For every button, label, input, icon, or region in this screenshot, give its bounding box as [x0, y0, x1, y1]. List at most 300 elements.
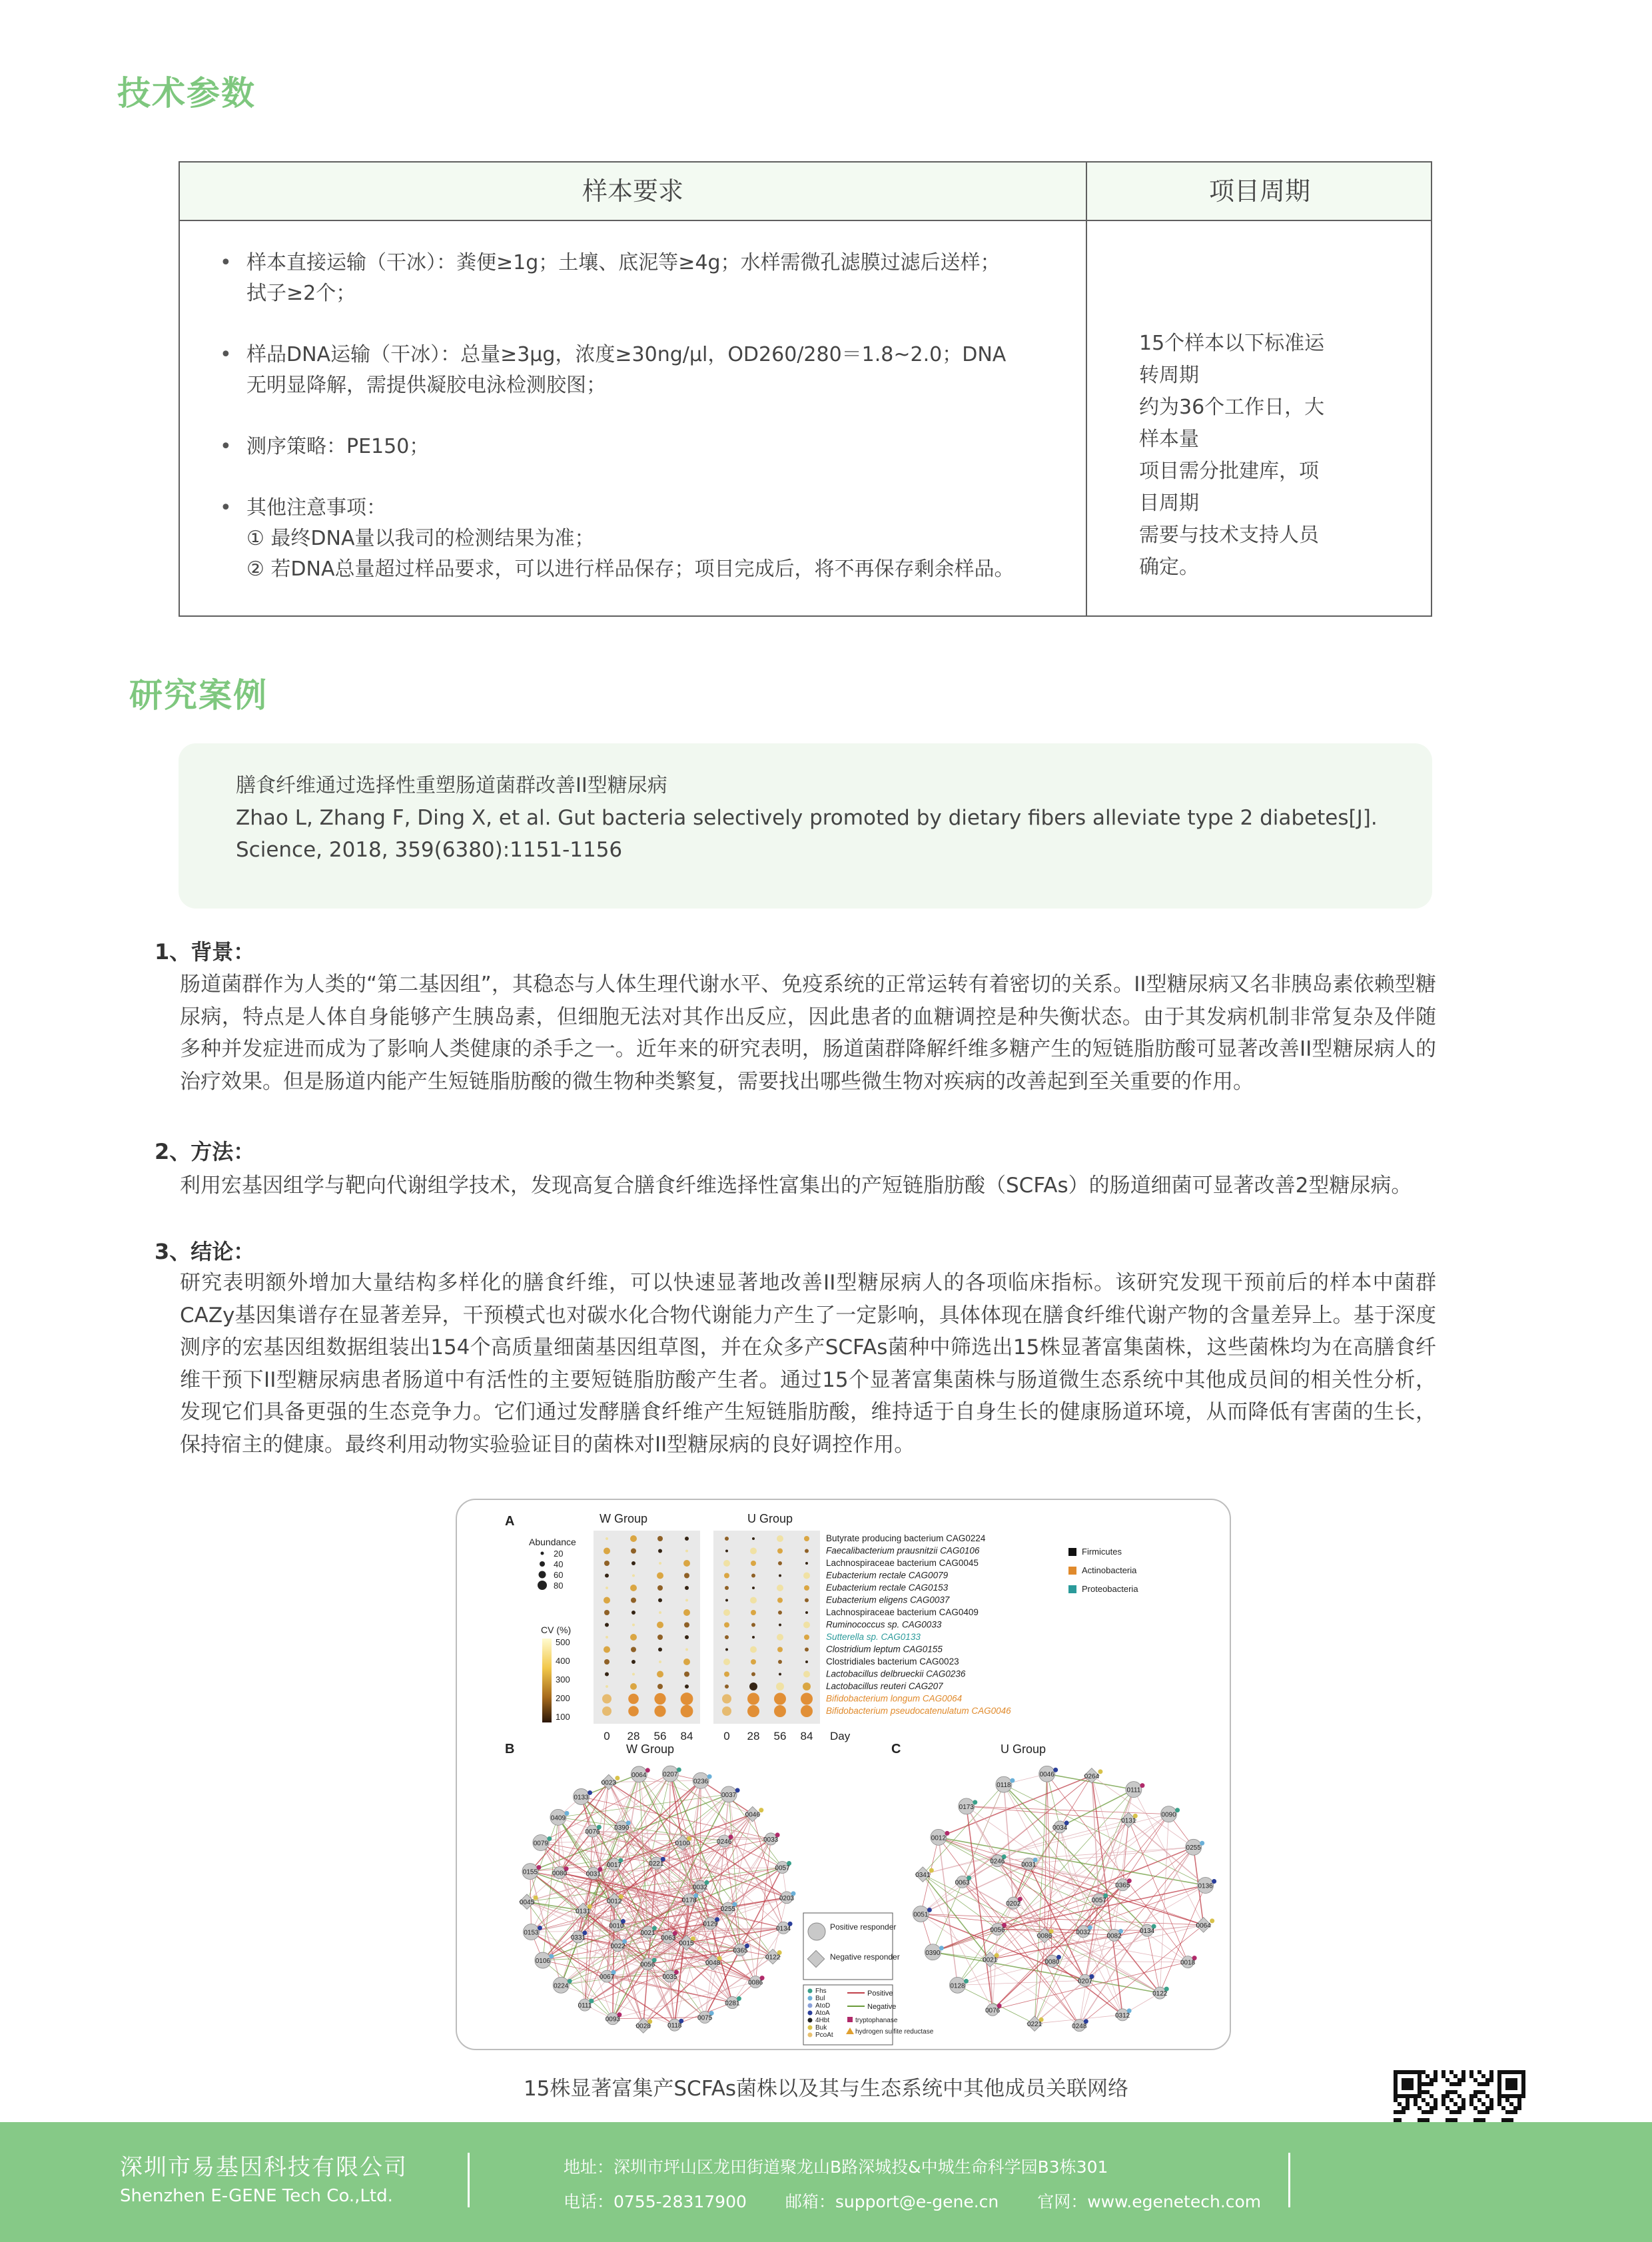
- cv-legend-value: 100: [556, 1712, 570, 1722]
- gene-legend-label: 4Hbt: [815, 2017, 830, 2024]
- qr-module: [1509, 2102, 1513, 2106]
- qr-module: [1430, 2094, 1434, 2098]
- network-edge: [1114, 1935, 1160, 1993]
- day-tick-label: 56: [773, 1730, 787, 1742]
- qr-module: [1434, 2098, 1438, 2102]
- qr-finder-core: [1505, 2078, 1517, 2090]
- qr-module: [1430, 2110, 1434, 2114]
- bubble: [685, 1586, 689, 1590]
- network-node-label: 0031: [586, 1870, 601, 1878]
- qr-module: [1489, 2098, 1493, 2102]
- qr-module: [1434, 2070, 1438, 2074]
- network-node-label: 0056: [640, 1961, 655, 1969]
- network-node-label: 0032: [692, 1884, 708, 1892]
- bubble: [779, 1673, 781, 1676]
- bubble: [778, 1660, 782, 1664]
- citation-box: [179, 743, 1432, 909]
- strain-label: Sutterella sp. CAG0133: [826, 1632, 921, 1642]
- bubble: [605, 1673, 609, 1677]
- qr-module: [1402, 2106, 1406, 2110]
- abundance-legend-value: 60: [554, 1570, 564, 1580]
- bubble: [724, 1672, 729, 1677]
- network-node-label: 0255: [720, 1906, 736, 1914]
- website-link[interactable]: 官网：www.egenetech.com: [1037, 2192, 1262, 2211]
- background-text: 肠道菌群作为人类的“第二基因组”，其稳态与人体生理代谢水平、免疫系统的正常运转有着密切的关系。II型糖尿病又名非胰岛素依赖型糖尿病，特点是人体自身能够产生胰岛素，但细胞无法对其作出反应，因此患者的血糖调控是种失衡状态。由于其发病机制非常复杂及伴随多种并发症进而成为了影响人类健康的杀手之一。近年来的研究表明，肠道菌群降解纤维多糖产生的短链脂肪酸可显著改善II型糖尿病人的治疗效果。但是肠道内能产生短链脂肪酸的微生物种类繁复，需要找出哪些微生物对疾病的改善起到至关重要的作用。: [180, 972, 1436, 1094]
- bubble: [774, 1693, 786, 1705]
- bubble: [659, 1661, 661, 1663]
- qr-module: [1449, 2070, 1453, 2074]
- qr-module: [1430, 2078, 1434, 2082]
- network-node-label: 0118: [997, 1782, 1011, 1790]
- bubble: [801, 1693, 813, 1705]
- abundance-legend-dot: [538, 1581, 547, 1590]
- bubble: [683, 1609, 690, 1616]
- network-node-label: 0064: [631, 1771, 647, 1779]
- qr-module: [1481, 2082, 1485, 2086]
- bubble: [606, 1587, 608, 1589]
- network-node-label: 0312: [1115, 2012, 1130, 2020]
- qr-module: [1449, 2090, 1453, 2094]
- bubble: [683, 1659, 690, 1665]
- contact-line: [564, 2189, 1294, 2213]
- network-edge: [997, 1861, 1203, 1925]
- network-edge: [724, 1841, 782, 1867]
- network-node-label: 0221: [1027, 2021, 1042, 2029]
- network-node-label: 0133: [574, 1794, 589, 1802]
- network-node-label: 0118: [667, 2022, 682, 2030]
- requirement-line: ② 若DNA总量超过样品要求，可以进行样品保存；项目完成后，将不再保存剩余样品。: [246, 558, 1015, 581]
- network-node-label: 0173: [959, 1803, 974, 1811]
- hydrogen-sulfite-label: hydrogen sulfite reductase: [855, 2028, 934, 2036]
- network-node-label: 0063: [661, 1934, 676, 1942]
- bubble: [606, 1685, 608, 1688]
- method-heading: 2、方法：: [155, 1139, 255, 1164]
- abundance-legend-dot: [539, 1571, 546, 1579]
- bubble: [658, 1648, 662, 1652]
- qr-module: [1442, 2098, 1446, 2102]
- network-edge: [967, 1806, 1169, 1814]
- bubble: [657, 1536, 663, 1541]
- network-edge: [967, 1806, 993, 2010]
- gene-legend-label: Buk: [815, 2024, 827, 2032]
- strain-label: Eubacterium eligens CAG0037: [826, 1595, 950, 1605]
- network-node-label: 0106: [535, 1958, 550, 1966]
- bubble: [685, 1649, 688, 1651]
- edge-positive-label: Positive: [867, 1990, 893, 1998]
- network-edge: [967, 1806, 1129, 1820]
- network-node-label: 0128: [950, 1982, 965, 1990]
- network-edge: [957, 1985, 1034, 2024]
- bubble: [779, 1624, 781, 1627]
- requirement-line: ① 最终DNA量以我司的检测结果为准；: [246, 527, 595, 550]
- network-edge: [993, 1929, 997, 2010]
- network-node-label: 0131: [576, 1908, 591, 1916]
- cycle-line: 15个样本以下标准运转周期: [1139, 332, 1325, 387]
- network-edge: [613, 1901, 614, 2019]
- network-node-label: 0341: [915, 1872, 931, 1880]
- cycle-description: [1139, 328, 1326, 583]
- network-edge: [1160, 1814, 1168, 1993]
- day-axis-label: Day: [830, 1730, 851, 1742]
- qr-module: [1461, 2078, 1465, 2082]
- network-edge: [668, 1774, 670, 1938]
- network-node-label: 0033: [763, 1836, 779, 1844]
- bubble: [804, 1536, 809, 1541]
- phylum-swatch: [1068, 1567, 1076, 1575]
- qr-module: [1485, 2106, 1489, 2110]
- network-edge: [963, 1882, 1160, 1993]
- bubble: [631, 1598, 636, 1603]
- network-node-label: 0064: [1196, 1922, 1211, 1930]
- network-node-label: 0331: [570, 1934, 586, 1942]
- network-node-label: 0046: [1039, 1771, 1054, 1779]
- qr-module: [1509, 2110, 1513, 2114]
- bubble: [684, 1573, 689, 1579]
- qr-module: [1434, 2106, 1438, 2110]
- qr-module: [1473, 2078, 1477, 2082]
- qr-module: [1449, 2110, 1453, 2114]
- qr-module: [1489, 2070, 1493, 2074]
- bubble: [658, 1549, 662, 1553]
- network-node-label: 0155: [522, 1868, 538, 1876]
- qr-module: [1469, 2098, 1473, 2102]
- bubble: [606, 1636, 608, 1639]
- panel-label-b: B: [505, 1742, 515, 1756]
- qr-module: [1426, 2102, 1430, 2106]
- negative-responder-label: Negative responder: [830, 1952, 900, 1962]
- network-edge: [675, 1956, 773, 2025]
- qr-module: [1426, 2074, 1430, 2078]
- qr-module: [1501, 2106, 1505, 2110]
- strain-label: Butyrate producing bacterium CAG0224: [826, 1533, 986, 1543]
- qr-module: [1402, 2110, 1406, 2114]
- bubble: [751, 1561, 756, 1566]
- bubble: [747, 1705, 759, 1717]
- network-node-label: 0015: [679, 1940, 694, 1948]
- network-edge: [1160, 1886, 1205, 1994]
- network-node-label: 0236: [693, 1778, 709, 1786]
- qr-module: [1473, 2090, 1477, 2094]
- day-tick-label: 84: [800, 1730, 813, 1742]
- network-node-label: 0111: [578, 2002, 592, 2010]
- qr-module: [1477, 2110, 1481, 2114]
- network-node-label: 0202: [1006, 1900, 1021, 1908]
- requirement-line: 拭子≥2个；: [246, 282, 356, 305]
- bubble: [725, 1586, 729, 1590]
- gene-legend-label: AtoD: [815, 2002, 831, 2010]
- network-node-label: 0021: [983, 1956, 998, 1964]
- bubble: [752, 1587, 755, 1589]
- footer-divider-left: [468, 2153, 470, 2207]
- bubble: [685, 1684, 689, 1688]
- tryptophanase-marker: [847, 2017, 853, 2022]
- bubble: [631, 1611, 635, 1615]
- phylum-label: Actinobacteria: [1082, 1565, 1137, 1575]
- bubble: [685, 1537, 689, 1541]
- day-axis: [604, 1730, 813, 1742]
- network-node-label: 0122: [1152, 1990, 1168, 1998]
- network-node-label: 0409: [550, 1814, 566, 1822]
- bubble: [681, 1692, 693, 1705]
- table-divider: [1086, 163, 1087, 615]
- bubble: [630, 1634, 637, 1641]
- strain-label: Bifidobacterium pseudocatenulatum CAG0046: [826, 1706, 1011, 1716]
- qr-module: [1489, 2102, 1493, 2106]
- phylum-label: Firmicutes: [1082, 1547, 1122, 1557]
- network-node-label: 0080: [1044, 1958, 1060, 1966]
- cv-legend-value: 300: [556, 1675, 570, 1684]
- network-node-label: 0221: [649, 1860, 664, 1868]
- qr-module: [1461, 2074, 1465, 2078]
- spec-table-header: [180, 163, 1431, 221]
- bubble: [752, 1537, 755, 1540]
- qr-module: [1453, 2102, 1457, 2106]
- strain-label: Eubacterium rectale CAG0153: [826, 1583, 949, 1593]
- network-edge: [998, 1886, 1206, 1930]
- network-gene-marker: [1140, 1783, 1144, 1788]
- bubble: [657, 1585, 663, 1591]
- bubble: [777, 1585, 783, 1591]
- requirement-item: [220, 493, 1059, 585]
- requirement-line: • 其他注意事项：: [246, 496, 386, 520]
- gene-legend-label: AtoA: [815, 2010, 830, 2017]
- positive-responder-marker: [808, 1923, 825, 1940]
- network-node-label: 0365: [1115, 1882, 1130, 1890]
- qr-module: [1469, 2070, 1473, 2074]
- network-node-label: 0023: [601, 1779, 616, 1787]
- phylum-swatch: [1068, 1585, 1076, 1593]
- network-node-label: 0017: [606, 1861, 621, 1869]
- qr-module: [1497, 2098, 1501, 2102]
- qr-module: [1446, 2090, 1449, 2094]
- network-edge: [963, 1882, 998, 1929]
- strain-label: Clostridium leptum CAG0155: [826, 1644, 943, 1655]
- bubble: [747, 1693, 759, 1705]
- qr-module: [1457, 2110, 1461, 2114]
- qr-module: [1442, 2070, 1446, 2074]
- bubble: [628, 1706, 639, 1716]
- bubble: [751, 1673, 755, 1677]
- bubble: [654, 1705, 665, 1716]
- strain-label: Ruminococcus sp. CAG0033: [826, 1619, 942, 1630]
- bubble: [722, 1706, 731, 1716]
- qr-module: [1422, 2082, 1426, 2086]
- qr-module: [1406, 2106, 1410, 2110]
- bubble: [723, 1560, 730, 1567]
- qr-module: [1449, 2082, 1453, 2086]
- panel-a-u-group-title: U Group: [747, 1512, 793, 1525]
- network-edge: [1034, 1980, 1085, 2024]
- bubble: [805, 1549, 809, 1553]
- bubble: [751, 1659, 756, 1665]
- bubble: [803, 1573, 810, 1579]
- bubble: [654, 1693, 665, 1704]
- network-node-label: 0063: [955, 1879, 970, 1887]
- gene-legend-label: Bul: [815, 1995, 825, 2002]
- network-node-label: 0134: [775, 1925, 791, 1933]
- requirement-line: • 样本直接运输（干冰）：粪便≥1g；土壤、底泥等≥4g；水样需微孔滤膜过滤后送样；: [246, 251, 1001, 274]
- qr-module: [1505, 2098, 1509, 2102]
- network-node-label: 0131: [1121, 1817, 1136, 1825]
- network-node-label: 0255: [1186, 1844, 1201, 1852]
- qr-module: [1418, 2106, 1422, 2110]
- edge-negative-label: Negative: [867, 2003, 897, 2011]
- gene-legend-dot: [808, 2026, 813, 2030]
- bubble: [632, 1575, 635, 1577]
- abundance-legend: [538, 1549, 563, 1591]
- qr-module: [1422, 2090, 1426, 2094]
- bubble: [658, 1599, 662, 1603]
- day-tick-label: 0: [604, 1730, 610, 1742]
- network-node-label: 0248: [1072, 2022, 1087, 2030]
- qr-module: [1485, 2094, 1489, 2098]
- network-node-label: 0390: [614, 1824, 629, 1832]
- bubble: [725, 1635, 729, 1639]
- strain-label: Bifidobacterium longum CAG0064: [826, 1693, 963, 1704]
- qr-module: [1489, 2074, 1493, 2078]
- qr-module: [1422, 2110, 1426, 2114]
- bubble: [804, 1585, 809, 1591]
- footer-divider-right: [1288, 2153, 1290, 2207]
- network-node-label: 0093: [605, 2016, 621, 2024]
- phylum-label: Proteobacteria: [1082, 1584, 1138, 1594]
- bubble: [723, 1659, 730, 1665]
- network-node-label: 0111: [1126, 1786, 1141, 1794]
- col-header-sample: 样本要求: [582, 177, 683, 206]
- day-tick-label: 56: [653, 1730, 667, 1742]
- phone: 电话：0755-28317900: [564, 2192, 747, 2211]
- footer: [0, 2122, 1652, 2242]
- qr-module: [1481, 2110, 1485, 2114]
- bubble: [751, 1610, 756, 1615]
- bubble: [602, 1706, 612, 1716]
- network-node-label: 0100: [675, 1840, 690, 1848]
- abundance-legend-title: Abundance: [529, 1537, 576, 1547]
- qr-module: [1453, 2090, 1457, 2094]
- strain-label: Lachnospiraceae bacterium CAG0045: [826, 1558, 979, 1568]
- abundance-legend-value: 40: [554, 1559, 564, 1569]
- bubble: [778, 1611, 782, 1615]
- network-legend: [803, 1913, 934, 2045]
- bubble: [632, 1673, 635, 1676]
- qr-module: [1442, 2094, 1446, 2098]
- bubble: [804, 1635, 809, 1640]
- qr-module: [1426, 2090, 1430, 2094]
- email-link[interactable]: 邮箱：support@e-gene.cn: [785, 2192, 999, 2211]
- network-node-label: 0390: [925, 1949, 941, 1957]
- day-tick-label: 28: [747, 1730, 760, 1742]
- bubble: [632, 1624, 635, 1627]
- bubble: [803, 1671, 810, 1678]
- network-node-label: 0035: [662, 1973, 677, 1981]
- abundance-legend-value: 80: [554, 1581, 564, 1591]
- qr-module: [1477, 2082, 1481, 2086]
- bubble: [657, 1573, 663, 1579]
- bubble: [685, 1599, 688, 1602]
- bubble: [684, 1623, 689, 1628]
- qr-module: [1513, 2110, 1517, 2114]
- qr-module: [1457, 2082, 1461, 2086]
- bubble: [604, 1597, 610, 1604]
- bubble: [604, 1548, 610, 1555]
- network-node-label: 0134: [1140, 1928, 1155, 1936]
- qr-module: [1469, 2094, 1473, 2098]
- qr-module: [1442, 2074, 1446, 2078]
- network-edge: [729, 1794, 782, 1868]
- bubble: [805, 1611, 808, 1614]
- network-node-label: 0246: [990, 1858, 1005, 1866]
- qr-module: [1414, 2098, 1418, 2102]
- gene-legend-dot: [808, 2033, 813, 2038]
- bubble: [602, 1694, 612, 1704]
- qr-module: [1430, 2082, 1434, 2086]
- qr-module: [1434, 2102, 1438, 2106]
- qr-finder-core: [1402, 2078, 1414, 2090]
- qr-module: [1517, 2102, 1521, 2106]
- bubble: [805, 1661, 808, 1663]
- network-node-label: 0082: [1106, 1932, 1122, 1940]
- strain-label: Lactobacillus delbrueckii CAG0236: [826, 1669, 966, 1679]
- qr-module: [1473, 2094, 1477, 2098]
- section-title-research-case: 研究案例: [129, 676, 268, 715]
- spec-table: [179, 161, 1432, 617]
- requirement-item: [220, 340, 1059, 401]
- bubble: [777, 1535, 783, 1542]
- qr-module: [1398, 2110, 1402, 2114]
- network-node-label: 0056: [990, 1926, 1005, 1934]
- qr-module: [1422, 2070, 1426, 2074]
- cycle-line: 项目需分批建库，项目周期: [1139, 460, 1319, 515]
- qr-module: [1513, 2106, 1517, 2110]
- gene-legend-dot: [808, 2004, 813, 2008]
- bubble: [724, 1623, 729, 1628]
- gene-legend-dot: [808, 1996, 813, 2001]
- bubble: [805, 1599, 809, 1603]
- method-text: 利用宏基因组学与靶向代谢组学技术，发现高复合膳食纤维选择性富集出的产短链脂肪酸（SCFAs）的肠道细菌可显著改善2型糖尿病。: [180, 1174, 1412, 1198]
- strain-label: Lactobacillus reuteri CAG207: [826, 1681, 943, 1691]
- network-node-label: 0037: [721, 1791, 737, 1799]
- bubble: [681, 1705, 693, 1718]
- network-node-label: 0022: [610, 1942, 625, 1950]
- bubble: [749, 1682, 757, 1690]
- bubble: [801, 1705, 813, 1717]
- qr-module: [1481, 2074, 1485, 2078]
- bubble: [751, 1623, 755, 1627]
- qr-module: [1485, 2110, 1489, 2114]
- qr-module: [1461, 2106, 1465, 2110]
- network-u-group-title: U Group: [1000, 1742, 1046, 1756]
- bubble: [657, 1684, 663, 1689]
- requirement-line: • 样品DNA运输（干冰）：总量≥3μg，浓度≥30ng/μl，OD260/280＝1.8~2.0；DNA: [246, 343, 1007, 366]
- network-edge: [1029, 1847, 1193, 1864]
- bubble: [803, 1682, 811, 1690]
- bubble: [631, 1647, 636, 1653]
- bubble: [685, 1550, 688, 1553]
- bubble: [659, 1562, 661, 1565]
- qr-module: [1446, 2078, 1449, 2082]
- bubble: [657, 1622, 663, 1629]
- bubble: [725, 1550, 728, 1553]
- network-node-label: 0365: [733, 1947, 748, 1955]
- network-node-label: 0010: [609, 1922, 624, 1930]
- qr-module: [1489, 2078, 1493, 2082]
- network-node-label: 0153: [524, 1929, 539, 1937]
- requirement-line: 无明显降解，需提供凝胶电泳检测胶图；: [246, 374, 606, 397]
- cv-legend-value: 200: [556, 1693, 570, 1703]
- network-node-label: 0031: [1021, 1861, 1036, 1869]
- bubble: [657, 1635, 663, 1640]
- network-node-label: 0018: [1180, 1959, 1196, 1967]
